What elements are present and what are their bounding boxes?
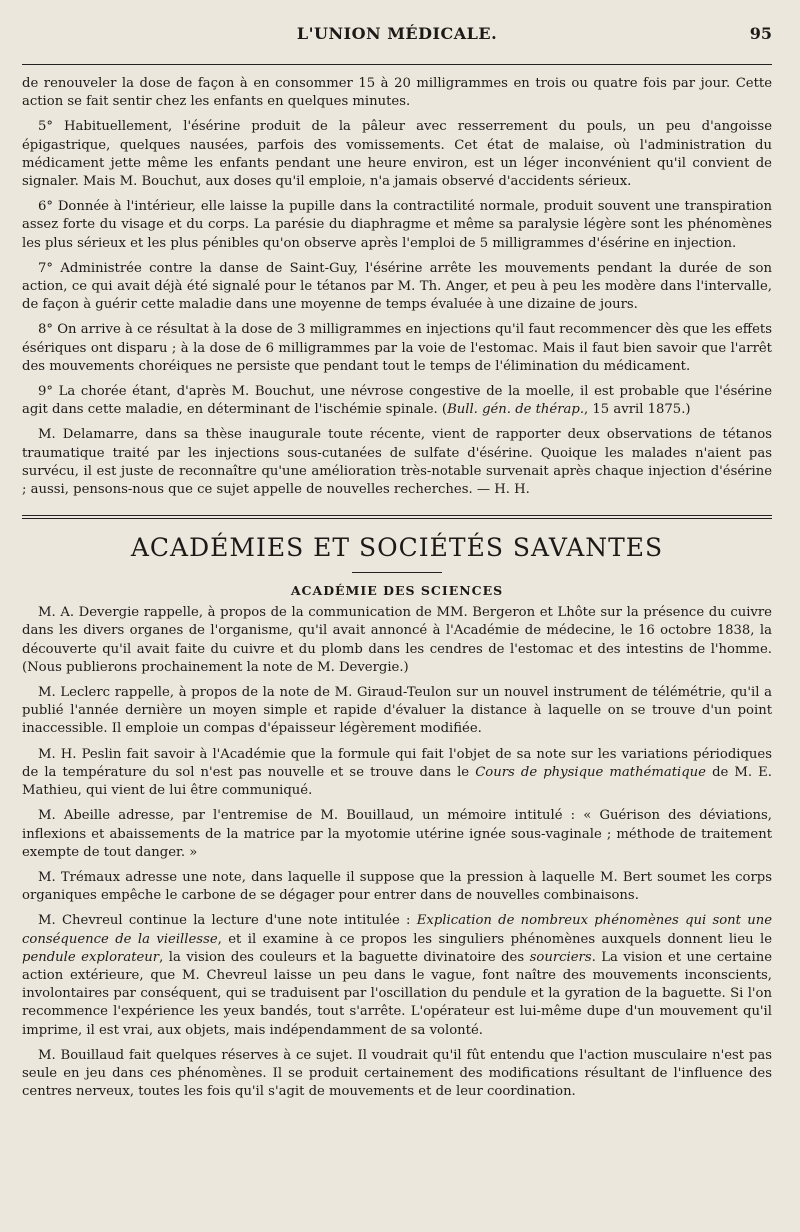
title-rule [352,572,442,573]
subsection-title: ACADÉMIE DES SCIENCES [290,583,504,599]
paragraph-text: , 15 avril 1875.) [584,402,691,418]
paragraph-text: M. Chevreul continue la lecture d'une note intitulée : [38,913,417,929]
paragraph: M. A. Devergie rappelle, à propos de la communication de MM. Bergeron et Lhôte sur la présence du cuivre dans les divers organes de l'organisme, qu'il avait annoncé à l'Académie de médecine, le 16 octobre 1838, la découverte qu'il avait faite du cuivre et du plomb dans les cendres de l'estomac et des intestins de l'homme. (Nous publierons prochainement la note de M. Devergie.) [22,605,772,675]
running-title: L'UNION MÉDICALE. [296,24,498,43]
paragraph-text: 9° La chorée étant, d'après M. Bouchut, une névrose congestive de la moelle, il est probable que l'ésérine agit dans cette maladie, en déterminant de l'ischémie spinale. ( [22,384,772,418]
paragraph: 5° Habituellement, l'ésérine produit de la pâleur avec resserrement du pouls, un peu d'angoisse épigastrique, quelques nausées, parfois des vomissements. Cet état de malaise, où l'administration du médicament jette même les enfants pendant une heure environ, est un léger inconvénient qu'il convient de signaler. Mais M. Bouchut, aux doses qu'il emploie, n'a jamais observé d'accidents sérieux. [22,119,772,190]
citation: Cours de physique mathématique [475,764,706,780]
paragraph-text: . La vision et une certaine action extérieure, que M. Chevreul laisse un peu dans le vague, font naître des mouvements inconscients, involontaires par conséquent, qui se traduisent par l'oscillation du pendule et la gyration de la baguette. Si l'on recommence l'expérience les yeux bandés, tout s'arrête. L'opérateur est lui-même dupe d'un mouvement qu'il imprime, il est vrai, aux objets, mais indépendamment de sa volonté. [22,949,772,1038]
paragraph: M. Leclerc rappelle, à propos de la note de M. Giraud-Teulon sur un nouvel instrument de télémétrie, qu'il a publié l'année dernière un moyen simple et rapide d'évaluer la distance à laquelle on se trouve d'un point inaccessible. Il emploie un compas d'épaisseur légèrement modifiée. [22,685,772,737]
article-continuation [22,75,772,499]
paragraph: 6° Donnée à l'intérieur, elle laisse la pupille dans la contractilité normale, produit souvent une transpiration assez forte du visage et du corps. La parésie du diaphragme et même sa paralysie légère sont les phénomènes les plus sérieux et les plus pénibles qu'on observe après l'emploi de 5 milligrammes d'ésérine en injection. [22,199,772,251]
section-title: ACADÉMIES ET SOCIÉTÉS SAVANTES [130,533,664,563]
paragraph: 8° On arrive à ce résultat à la dose de 3 milligrammes en injections qu'il faut recommencer dès que les effets ésériques ont disparu ; à la dose de 6 milligrammes par la voie de l'estomac. Mais il faut bien savoir que l'arrêt des mouvements choréiques ne persiste que pendant tout le temps de l'élimination du médicament. [22,322,772,374]
paragraph [22,746,772,801]
running-header [22,24,772,54]
paragraph: M. Delamarre, dans sa thèse inaugurale toute récente, vient de rapporter deux observations de tétanos traumatique traité par les injections sous-cutanées de sulfate d'ésérine. Quoique les malades n'aient pas survécu, il est juste de reconnaître qu'une amélioration très-notable survenait après chaque injection d'ésérine ; aussi, pensons-nous que ce sujet appelle de nouvelles recherches. — H. H. [22,427,772,498]
citation: Bull. gén. de thérap. [447,402,585,418]
italic-term: sourciers [529,949,592,965]
paragraph [22,912,772,1039]
paragraph [22,383,772,419]
header-rule [22,64,772,65]
paragraph-text: de M. E. Mathieu, qui vient de lui être communiqué. [22,764,773,799]
paragraph: 7° Administrée contre la danse de Saint-Guy, l'ésérine arrête les mouvements pendant la durée de son action, ce qui avait déjà été signalé pour le tétanos par M. Th. Anger, et peu à peu les modère dans l'intervalle, de façon à guérir cette maladie dans une moyenne de temps évaluée à une dizaine de jours. [22,260,772,313]
paragraph: M. Trémaux adresse une note, dans laquelle il suppose que la pression à laquelle M. Bert soumet les corps organiques empêche le carbone de se dégager pour entrer dans de nouvelles combinaisons. [22,869,772,904]
section-body [22,604,772,1101]
paragraph-text: M. H. Peslin fait savoir à l'Académie que la formule qui fait l'objet de sa note sur les variations périodiques de la température du sol n'est pas nouvelle et se trouve dans le [22,746,772,780]
paragraph: de renouveler la dose de façon à en consommer 15 à 20 milligrammes en trois ou quatre fois par jour. Cette action se fait sentir chez les enfants en quelques minutes. [22,76,772,110]
page-number: 95 [749,24,772,43]
section-divider [22,515,772,519]
paragraph: M. Abeille adresse, par l'entremise de M. Bouillaud, un mémoire intitulé : « Guérison des déviations, inflexions et abaissements de la matrice par la myotomie utérine ignée sous-vaginale ; méthode de traitement exempte de tout danger. » [22,808,772,860]
paragraph-text: , et il examine à ce propos les singuliers phénomènes auxquels donnent lieu le [217,931,772,947]
italic-term: pendule explorateur [22,949,160,965]
note-title: Explication de nombreux phénomènes qui sont une conséquence de la vieillesse [22,913,773,947]
paragraph: M. Bouillaud fait quelques réserves à ce sujet. Il voudrait qu'il fût entendu que l'action musculaire n'est pas seule en jeu dans ces phénomènes. Il se produit certainement des modifications résultant de l'influence des centres nerveux, toutes les fois qu'il s'agit de mouvements et de leur coordination. [22,1047,772,1100]
paragraph-text: , la vision des couleurs et la baguette divinatoire des [159,949,530,965]
